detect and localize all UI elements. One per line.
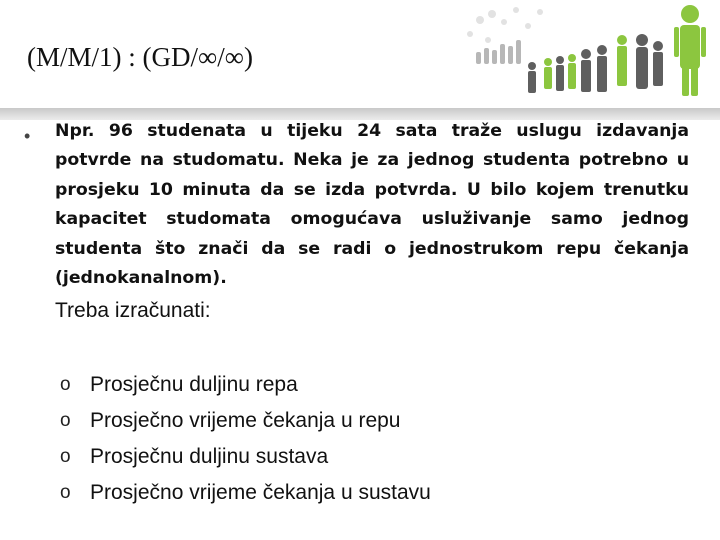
lead-text: Treba izračunati:: [55, 299, 211, 322]
list-item-text: Prosječnu duljinu repa: [90, 373, 298, 396]
task-list: [60, 367, 431, 511]
circle-bullet-icon: o: [60, 374, 71, 395]
list-item-text: Prosječno vrijeme čekanja u repu: [90, 409, 401, 432]
list-item: [60, 367, 431, 403]
people-crowd-icon: [430, 0, 720, 112]
circle-bullet-icon: o: [60, 482, 71, 503]
list-item-text: Prosječnu duljinu sustava: [90, 445, 329, 468]
list-item: [60, 475, 431, 511]
bullet-marker: •: [24, 126, 31, 146]
list-item: [60, 439, 431, 475]
circle-bullet-icon: o: [60, 410, 71, 431]
list-item: [60, 403, 431, 439]
circle-bullet-icon: o: [60, 446, 71, 467]
problem-paragraph: Npr. 96 studenata u tijeku 24 sata traže uslugu izdavanja potvrde na studomatu. Neka je za jednog studenta potrebno u prosjeku 10 minuta da se izda potvrda. U bilo kojem trenutku kapacitet studomata omogućava usluživanje samo jednog studenta što znači da se radi o jednostrukom repu čekanja (jednokanalnom).: [55, 121, 689, 289]
slide-title: (M/M/1) : (GD/∞/∞): [27, 42, 253, 72]
list-item-text: Prosječno vrijeme čekanja u sustavu: [90, 481, 431, 504]
